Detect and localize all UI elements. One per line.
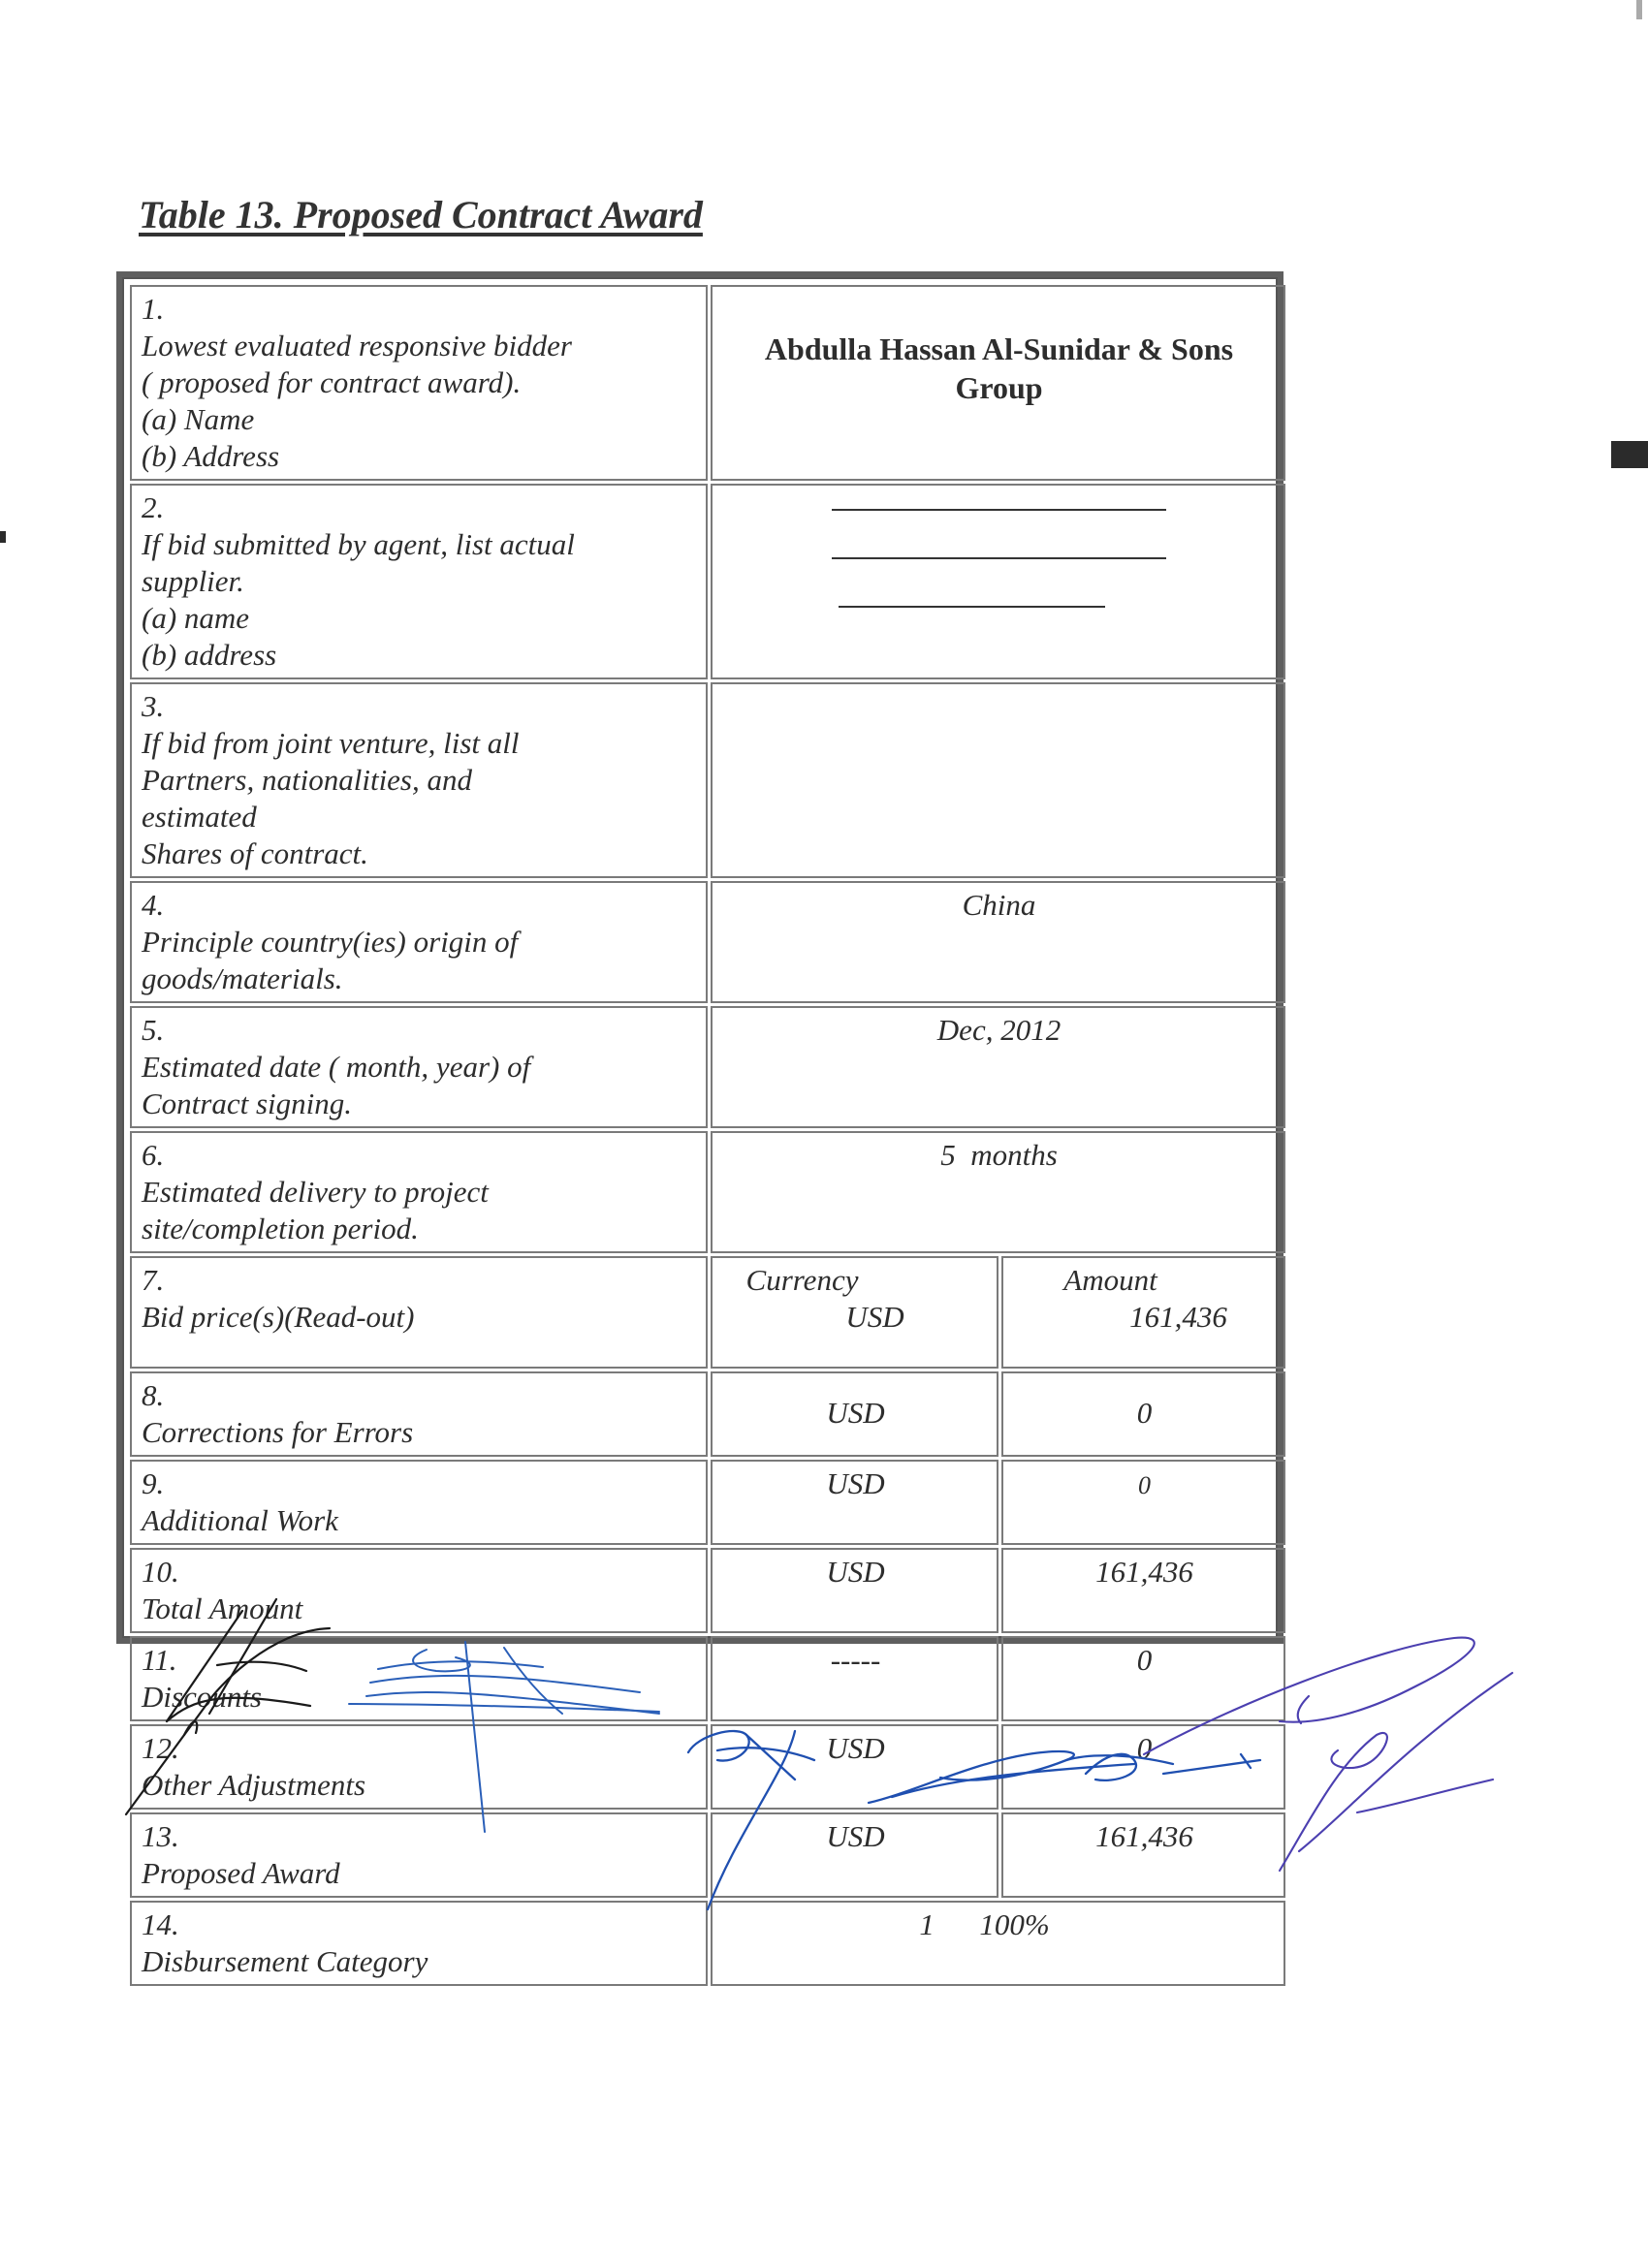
disbursement-value: 1 100% bbox=[919, 1907, 1050, 1941]
signatures-area bbox=[116, 1590, 1551, 1938]
item-cell bbox=[130, 881, 708, 1003]
item-number: 4. bbox=[142, 888, 165, 922]
currency-cell bbox=[711, 1371, 998, 1457]
amount-cell bbox=[1001, 1256, 1285, 1369]
amount-cell bbox=[1001, 1371, 1285, 1457]
item-cell bbox=[130, 484, 708, 679]
table-row bbox=[130, 682, 1285, 878]
currency-value: USD bbox=[826, 1819, 885, 1853]
table-row bbox=[130, 1460, 1285, 1545]
item-number: 11. bbox=[142, 1643, 177, 1677]
currency-cell bbox=[711, 1460, 998, 1545]
currency-value: USD bbox=[845, 1300, 904, 1334]
currency-cell bbox=[711, 1256, 998, 1369]
table-row bbox=[130, 1131, 1285, 1253]
table-row bbox=[130, 881, 1285, 1003]
value-cell bbox=[711, 1006, 1285, 1128]
currency-value: USD bbox=[826, 1555, 885, 1589]
item-number: 12. bbox=[142, 1731, 179, 1765]
currency-value: USD bbox=[826, 1731, 885, 1765]
item-cell bbox=[130, 1256, 708, 1369]
item-cell bbox=[130, 285, 708, 481]
amount-value: 0 bbox=[1138, 1471, 1151, 1499]
value-cell bbox=[711, 881, 1285, 1003]
item-number: 2. bbox=[142, 490, 165, 524]
item-label: Estimated delivery to project site/completion period. bbox=[142, 1175, 489, 1245]
currency-value: ----- bbox=[830, 1643, 881, 1677]
item-number: 10. bbox=[142, 1555, 179, 1589]
item-number: 3. bbox=[142, 689, 165, 723]
blank-line bbox=[832, 509, 1166, 511]
contract-award-table-inner bbox=[122, 277, 1278, 1978]
blank-line bbox=[839, 606, 1105, 608]
item-cell bbox=[130, 1006, 708, 1128]
value-cell bbox=[711, 285, 1285, 481]
amount-value: 0 bbox=[1136, 1643, 1153, 1677]
item-number: 1. bbox=[142, 292, 165, 326]
item-label: Additional Work bbox=[142, 1503, 338, 1537]
item-number: 9. bbox=[142, 1466, 165, 1500]
item-label: Estimated date ( month, year) of Contract signing. bbox=[142, 1050, 531, 1120]
item-number: 5. bbox=[142, 1013, 165, 1047]
amount-value: 0 bbox=[1136, 1396, 1153, 1430]
document-title: Table 13. Proposed Contract Award bbox=[139, 193, 703, 236]
item-label: Disbursement Category bbox=[142, 1944, 428, 1978]
table-row bbox=[130, 1256, 1285, 1369]
item-label: Total Amount bbox=[142, 1591, 303, 1625]
signature-purple bbox=[1144, 1638, 1512, 1871]
item-label: Lowest evaluated responsive bidder ( proposed for contract award). (a) Name (b) Address bbox=[142, 329, 572, 473]
item-label: Other Adjustments bbox=[142, 1768, 366, 1802]
amount-value: 161,436 bbox=[1095, 1819, 1193, 1853]
amount-cell bbox=[1001, 1460, 1285, 1545]
contract-award-table-frame bbox=[116, 271, 1284, 1978]
item-label: Corrections for Errors bbox=[142, 1415, 414, 1449]
item-label: If bid from joint venture, list all Partners, nationalities, and estimated Shares of contract. bbox=[142, 726, 520, 870]
item-number: 6. bbox=[142, 1138, 165, 1172]
value-cell bbox=[711, 484, 1285, 679]
value-cell bbox=[711, 682, 1285, 878]
signature-black bbox=[126, 1599, 330, 1814]
item-cell bbox=[130, 682, 708, 878]
item-label: Principle country(ies) origin of goods/materials. bbox=[142, 925, 519, 995]
item-label: Proposed Award bbox=[142, 1856, 340, 1890]
item-label: If bid submitted by agent, list actual supplier. (a) name (b) address bbox=[142, 527, 575, 672]
signature-blue-1 bbox=[349, 1642, 659, 1832]
table-row bbox=[130, 1006, 1285, 1128]
currency-value: USD bbox=[826, 1466, 885, 1500]
table-row bbox=[130, 484, 1285, 679]
amount-header: Amount bbox=[1063, 1263, 1157, 1297]
item-number: 8. bbox=[142, 1378, 165, 1412]
bidder-name: Abdulla Hassan Al-Sunidar & Sons Group bbox=[764, 331, 1234, 405]
value-cell bbox=[711, 1131, 1285, 1253]
item-number: 13. bbox=[142, 1819, 179, 1853]
scan-edge-mark bbox=[1611, 441, 1648, 468]
item-number: 7. bbox=[142, 1263, 165, 1297]
scan-edge-mark bbox=[0, 531, 6, 543]
amount-value: 161,436 bbox=[1129, 1300, 1227, 1334]
signing-date: Dec, 2012 bbox=[936, 1013, 1062, 1047]
item-cell bbox=[130, 1460, 708, 1545]
signature-blue-2 bbox=[688, 1731, 1260, 1909]
origin-country: China bbox=[962, 888, 1036, 922]
amount-value: 0 bbox=[1136, 1731, 1153, 1765]
currency-value: USD bbox=[826, 1396, 885, 1430]
amount-value: 161,436 bbox=[1095, 1555, 1193, 1589]
item-cell bbox=[130, 1371, 708, 1457]
currency-header: Currency bbox=[745, 1263, 859, 1297]
table-row bbox=[130, 1371, 1285, 1457]
item-cell bbox=[130, 1131, 708, 1253]
blank-line bbox=[832, 557, 1166, 559]
item-label: Discounts bbox=[142, 1680, 262, 1714]
table-row bbox=[130, 285, 1285, 481]
delivery-period: 5 months bbox=[940, 1138, 1058, 1172]
scan-edge-mark bbox=[1636, 0, 1642, 19]
item-number: 14. bbox=[142, 1907, 179, 1941]
item-label: Bid price(s)(Read-out) bbox=[142, 1300, 415, 1334]
